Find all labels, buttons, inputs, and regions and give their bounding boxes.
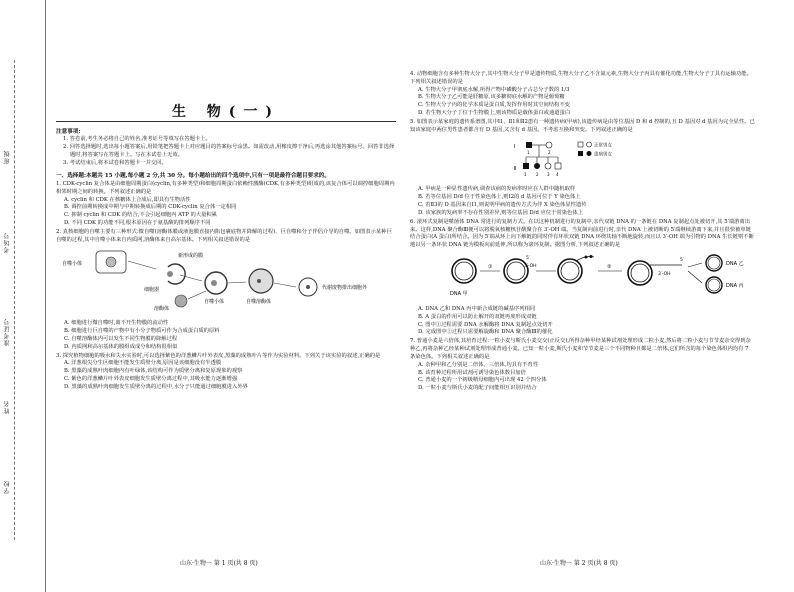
question-1 [56, 181, 396, 228]
question-stem: 5. 如图表示某家庭的遗传系谱图,其中Ⅰ1、Ⅱ1和Ⅱ2患有一种遗传病(甲病),该遗传病是由等位基因 D 和 d 控制的,且 D 基因对 d 基因为完全显性。已知该家庭中两位男性患者都含有 D 基因,又含有 d 基因。不考虑互换和突变。下列叙述正确的是 [410, 118, 755, 133]
option: D. 不同 CDK 的功能不同,根本原因在于氨基酸的排列顺序不同 [64, 219, 211, 226]
dna-circle-inner [561, 262, 579, 280]
organelle-shape [167, 271, 173, 277]
a-protein-dot [590, 255, 593, 258]
option: B. 黑藻的成熟叶肉细胞内有叶绿体,该结构可作为质壁分离和复原现象的观察 [64, 368, 243, 375]
binding-dashed-line [14, 60, 15, 540]
generation-label: Ⅰ [514, 143, 516, 150]
dna-circle-inner [708, 279, 720, 291]
fig-label: DNA 甲 [450, 291, 468, 298]
legend-label: 正常男女 [594, 143, 612, 149]
legend-normal-male [578, 142, 583, 147]
option: D. 一粒小麦与斯氏小麦的配子间能相互识别并结合 [418, 385, 537, 392]
nucleus-shape [106, 257, 116, 267]
binding-name-label: 姓名 [4, 400, 11, 414]
individual-number: 3 [547, 171, 550, 177]
strand-end-label: 3′-OH [658, 272, 671, 278]
fig-label: DNA 乙 [726, 261, 744, 268]
option: D. 内质网和高尔基体的膜组成成分和结构很相似 [64, 343, 178, 350]
debris-shape [257, 279, 261, 283]
legend-affected-female [587, 151, 592, 156]
notes-heading: 注意事项: [56, 129, 81, 135]
question-stem: 1. CDK-cyclin 复合体是由细胞周期蛋白(cyclin,有多种类型)和细胞周期蛋白依赖性激酶(CDK,有多种类型)组成的,该复合体可以调控细胞周期内相邻时期之间的转换。下列叙述正确的是 [56, 180, 395, 195]
generation-label: Ⅱ [514, 165, 517, 172]
dna-circle [706, 277, 722, 293]
step-label: ② [607, 264, 612, 271]
individual-number: 1 [527, 149, 530, 155]
section-heading: 一、选择题:本题共 15 小题,每小题 2 分,共 30 分。每小题给出的四个选项中,只有一项是最符合题目要求的。 [56, 172, 330, 179]
question-4 [410, 71, 755, 118]
option: C. 自噬溶酶体内可以发生不同生物膜的降解过程 [64, 335, 178, 342]
option: C. 图中①过程需要 DNA 水解酶将 DNA 复制起点处切开 [418, 321, 553, 328]
autophagy-figure [56, 247, 396, 317]
option: A. DNA 乙和 DNA 丙中新合成链的碱基序列相同 [418, 305, 536, 312]
option: A. cyclin 和 CDK 在核糖体上合成后,即具有生物活性 [64, 196, 191, 203]
fig-label: 新形成的膜 [178, 253, 204, 260]
note-item: 3. 考试结束后,将本试卷和答题卡一并交回。 [63, 159, 167, 166]
strand-end-label: 3′-OH [524, 264, 537, 270]
individual-number: 2 [548, 149, 551, 155]
note-item: 2. 回答选择题时,选出每小题答案后,用铅笔把答题卡上对应题目的答案标号涂黑。如需改动,用橡皮擦干净后,再选涂其他答案标号。回答非选择题时,将答案写在答题卡上。写在本试卷上无效。 [63, 144, 395, 158]
arrow [188, 291, 206, 299]
question-7 [410, 338, 755, 393]
option: B. 生物大分子乙可能是肝糖原,该多糖彻底水解的产物是葡萄糖 [418, 94, 565, 101]
affected-male [526, 142, 532, 148]
question-stem: 3. 探究植物细胞的吸水和失水实验时,可以选择紫色的洋葱鳞片叶外表皮,黑藻的成熟叶片等作为实验材料。下列关于该实验的叙述,正确的是 [56, 352, 381, 359]
right-column [410, 70, 755, 393]
arrow [274, 283, 296, 287]
legend-normal-female [587, 142, 592, 147]
binding-class-label: 班级 [4, 150, 11, 164]
title-divider [56, 121, 396, 122]
individual-number: 4 [556, 171, 559, 177]
question-stem: 6. 滚环式复制是噬菌体 DNA 常进行的复制方式。在以这种机制进行的复制中,亲代双链 DNA 的一条链在 DNA 复制起点处被切开,其 5′端游离出来。这样,DNA 聚合酶Ⅲ便可以将脱氧核糖核苷酸聚合在 3′-OH 端。当复制向前进行时,亲代 DNA 上被切断的 5′端继续游离下来,并且很快被单链结合蛋白(A 蛋白)所结合。因为 5′端从环上向下解链的同时伴有环状双链 DNA 环绕其轴不断地旋转,而且以 3′-OH 端为引物的 DNA 生长链则不断地以另一条环状 DNA 链为模板向前延伸,所以称为滚环复制。据图分析,下列叙述正确的是 [410, 218, 754, 249]
option: B. 调控前期转换成中期与中期转换成后期的 CDK-cyclin 复合体一定相同 [64, 204, 237, 211]
page-title: 生 物(一) [171, 104, 281, 120]
option: A. 杂种甲和乙分别是二倍体、三倍体,均具有不育性 [418, 361, 539, 368]
strand-end-label: 5′ [680, 258, 684, 264]
question-2 [56, 229, 396, 352]
option: C. 紫色的洋葱鳞片叶外表皮细胞发生质壁分离过程中,其吸水能力逐渐增强 [64, 376, 238, 383]
option: D. 若生物大分子丁位于生物膜上,则该物质是载体蛋白或通道蛋白 [418, 110, 571, 117]
page-footer-right: 山东·生物一 第 2 页(共 8 页) [540, 560, 618, 567]
step-label: ① [488, 264, 493, 271]
option: B. 该育种过程所用试剂可诱导染色体数目加倍 [418, 369, 526, 376]
page-footer-left: 山东·生物一 第 1 页(共 8 页) [180, 560, 258, 567]
affected-male [523, 163, 529, 169]
question-stem: 4. 动物细胞含有多种生物大分子,其中生物大分子甲是遗传物质,生物大分子乙不含氮元素,生物大分子丙具有催化功能,生物大分子丁具有运输功能。下列相关叙述错误的是 [410, 71, 752, 85]
binding-room-label: 考场号 [4, 232, 11, 253]
option: C. 若Ⅱ3的 D 基因来自Ⅰ1,则说明甲病的遗传方式为伴 X 染色体显性遗传 [418, 202, 587, 209]
legend-affected-male [578, 151, 583, 156]
option: B. 若等位基因 D/d 位于性染色体上,则Ⅰ2的 d 基因可位于 Y 染色体上 [418, 194, 581, 201]
normal-male [555, 163, 561, 169]
option: A. 洋葱根尖分生区细胞不能发生质壁分离,原因是该细胞没有半透膜 [64, 360, 222, 367]
affected-female [534, 163, 540, 169]
option: B. 细胞进行巨自噬的产物中有小分子物质可作为合成蛋白质的原料 [64, 328, 220, 335]
arrow [688, 263, 702, 267]
autophagy-diagram [56, 247, 396, 313]
individual-number: 2 [536, 171, 539, 177]
option: A. 甲病是一种显性遗传病,调查该病的发病率时应在人群中随机取样 [418, 186, 576, 193]
question-stem: 2. 真核细胞的自噬主要有三种形式:微自噬(溶酶体膜或液泡膜直接内陷包裹底物并降解的过程)、巨自噬和分子伴侣介导的自噬。如图表示某种巨自噬的过程,其中自噬小体来自内质网,溶酶体来自高尔基体。下列相关叙述错误的是 [56, 228, 392, 243]
fig-label: 溶酶体 [154, 306, 170, 313]
dna-circle [558, 259, 582, 283]
pedigree-figure [410, 138, 755, 184]
strand-end-label: 5′ [526, 256, 530, 262]
option: A. 细胞进行微自噬时,离不开生物膜的流动性 [64, 320, 169, 327]
lysosome-shape [175, 295, 187, 307]
option: C. 普通小麦的一个初级精母细胞内可出现 42 个四分体 [418, 377, 547, 384]
question-6 [410, 219, 755, 337]
pedigree-diagram [410, 138, 755, 180]
option: A. 生物大分子甲彻底水解,所得产物中磷酸分子占总分子数的 1/3 [418, 86, 570, 93]
option: B. A 蛋白的作用可以防止解开的双链再度形成双链 [418, 313, 537, 320]
debris-shape [306, 285, 310, 289]
dna-circle [628, 261, 652, 285]
option: D. 完成图中②过程只需要解旋酶和 DNA 聚合酶Ⅲ的催化 [418, 329, 553, 336]
organelle-shape [211, 280, 217, 286]
option: D. 黑藻的成熟叶肉细胞发生质壁分离的过程中,水分子只能通过细胞膜进入外界 [64, 383, 248, 390]
fig-label: DNA 丙 [726, 283, 744, 290]
binding-margin [0, 0, 46, 592]
normal-female [545, 163, 551, 169]
question-5 [410, 119, 755, 218]
arrow [128, 261, 156, 269]
dna-circle-inner [631, 264, 649, 282]
fig-label: 自噬溶酶体 [246, 299, 272, 306]
dna-circle [504, 259, 528, 283]
note-item: 1. 答卷前,考生务必将自己的姓名,准考证号等填写在答题卡上。 [63, 136, 211, 143]
question-stem: 7. 普通小麦是六倍体,其培育过程:一粒小麦与斯氏小麦交交(正反交),所得杂种甲经某种试剂处理形成二粒小麦,然后将二粒小麦与节节麦杂交得到杂种乙,再将杂种乙经某种试剂处理形成普通小麦。已知一粒小麦,斯氏小麦和节节麦是三个不同物种且都是二倍体,它们所含的每个染色体组内均有 7 条染色体。下列相关叙述正确的是 [410, 338, 751, 360]
fig-label: 细胞器 [144, 287, 160, 294]
binding-school-label: 学校 [4, 480, 11, 494]
option: C. 抑制 cyclin 和 CDK 的结合,不会引起细胞内 ATP 的大量积累 [64, 212, 217, 219]
dna-circle-inner [455, 262, 473, 280]
left-column [56, 128, 396, 392]
option: C. 生物大分子丙的化学本质是蛋白质,发挥作用时其空间结构不变 [418, 102, 570, 109]
legend-label: 患病男女 [594, 152, 612, 158]
arrow [688, 271, 702, 283]
rolling-circle-figure [410, 253, 755, 303]
question-3 [56, 353, 396, 392]
dna-circle [706, 255, 722, 271]
dna-circle-inner [708, 257, 720, 269]
normal-female [546, 142, 552, 148]
fig-label: 自噬小体 [62, 261, 83, 268]
a-protein-dot [585, 256, 588, 259]
option: D. 该家族的发病率不存在性别差异,则等位基因 D/d 应位于常染色体上 [418, 209, 583, 216]
fig-label: 自噬小体 [204, 299, 225, 306]
binding-exam-number-label: 准考证号 [4, 318, 11, 346]
fig-label: 代谢废物排出细胞外 [322, 285, 368, 292]
arrow [228, 282, 246, 283]
dna-circle [452, 259, 476, 283]
dna-circle-inner [507, 262, 525, 280]
rolling-circle-diagram [410, 253, 755, 299]
individual-number: 1 [524, 171, 527, 177]
